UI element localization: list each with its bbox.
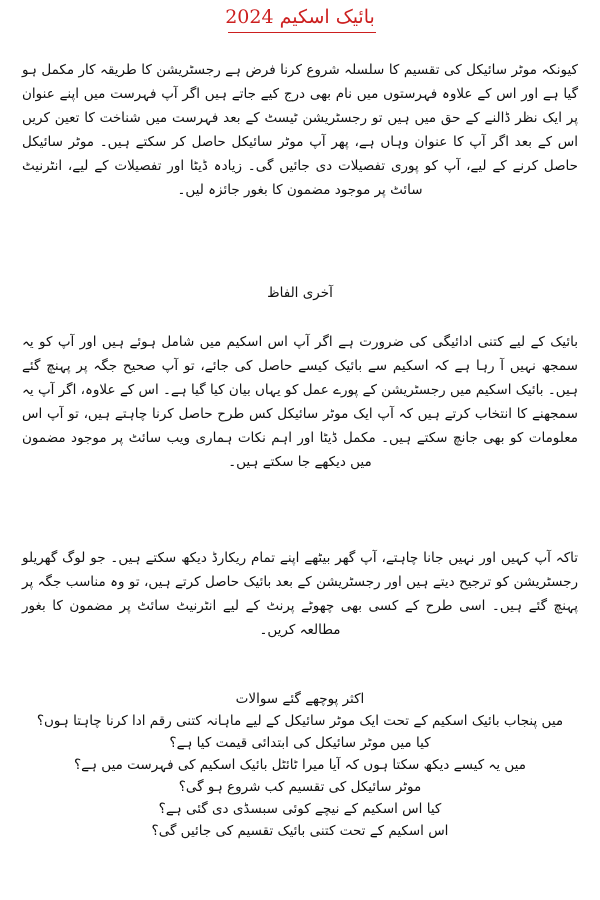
- faq-item: میں یہ کیسے دیکھ سکتا ہوں کہ آیا میرا ٹائٹل بائیک اسکیم کی فہرست میں ہے؟: [74, 757, 526, 773]
- title-underline: [228, 32, 376, 33]
- faq-list: [22, 710, 578, 842]
- page-title: بائیک اسکیم 2024: [225, 6, 375, 28]
- faq-item: اس اسکیم کے تحت کتنی بائیک تقسیم کی جائیں گی؟: [151, 823, 449, 839]
- final-words-heading: آخری الفاظ: [267, 285, 333, 301]
- faq-item: میں پنجاب بائیک اسکیم کے تحت ایک موٹر سائیکل کے لیے ماہانہ کتنی رقم ادا کرنا چاہتا ہوں؟: [36, 713, 564, 729]
- faq-item: کیا اس اسکیم کے نیچے کوئی سبسڈی دی گئی ہے؟: [158, 801, 442, 817]
- faq-item: کیا میں موٹر سائیکل کی ابتدائی قیمت کیا ہے؟: [169, 735, 431, 751]
- faq-heading: اکثر پوچھے گئے سوالات: [235, 691, 365, 707]
- final-paragraph-1: بائیک کے لیے کتنی ادائیگی کی ضرورت ہے اگر آپ اس اسکیم میں شامل ہوئے ہیں اور آپ کو یہ سمجھ نہیں آ رہا ہے کہ اسکیم سے بائیک کیسے حاصل کی جائے، تو آپ صحیح جگہ پر پہنچ گئے ہیں۔ بائیک اسکیم میں رجسٹریشن کے پورے عمل کو یہاں بیان کیا گیا ہے۔ اس کے علاوہ، اگر آپ یہ سمجھنے کا انتخاب کرتے ہیں کہ آپ ایک موٹر سائیکل کس طرح حاصل کرنا چاہتے ہیں، تو آپ اس معلومات کو بھی جانچ سکتے ہیں۔ مکمل ڈیٹا اور اہم نکات ہماری ویب سائٹ پر موجود مضمون میں دیکھے جا سکتے ہیں۔: [22, 334, 578, 470]
- intro-paragraph: کیونکہ موٹر سائیکل کی تقسیم کا سلسلہ شروع کرنا فرض ہے رجسٹریشن کا طریقہ کار مکمل ہو گیا ہے اور اس کے علاوہ فہرستوں میں نام بھی درج کیے جاتے ہیں اگر آپ فہرست میں اپنے عنوان پر ایک نظر ڈالنے کے حق میں ہیں تو رجسٹریشن ٹیسٹ کے بعد فہرست میں شناخت کا تعین کریں اس کے بعد اگر آپ کا عنوان وہاں ہے، پھر آپ موٹر سائیکل حاصل کر سکتے ہیں۔ موٹر سائیکل حاصل کرنے کے لیے، آپ کو پوری تفصیلات دی جائیں گی۔ زیادہ ڈیٹا اور تفصیلات کے لیے، انٹرنیٹ سائٹ پر موجود مضمون کا بغور جائزہ لیں۔: [22, 62, 578, 198]
- faq-item: موٹر سائیکل کی تقسیم کب شروع ہو گی؟: [178, 779, 422, 795]
- final-paragraph-2: تاکہ آپ کہیں اور نہیں جانا چاہتے، آپ گھر بیٹھے اپنے تمام ریکارڈ دیکھ سکتے ہیں۔ جو لوگ گھریلو رجسٹریشن کو ترجیح دیتے ہیں اور رجسٹریشن کے بعد بائیک حاصل کرتے ہیں، تو وہ مناسب جگہ پر پہنچ گئے ہیں۔ اسی طرح کے کسی بھی چھوٹے پرنٹ کے لیے انٹرنیٹ سائٹ پر مضمون کا بغور مطالعہ کریں۔: [22, 550, 578, 638]
